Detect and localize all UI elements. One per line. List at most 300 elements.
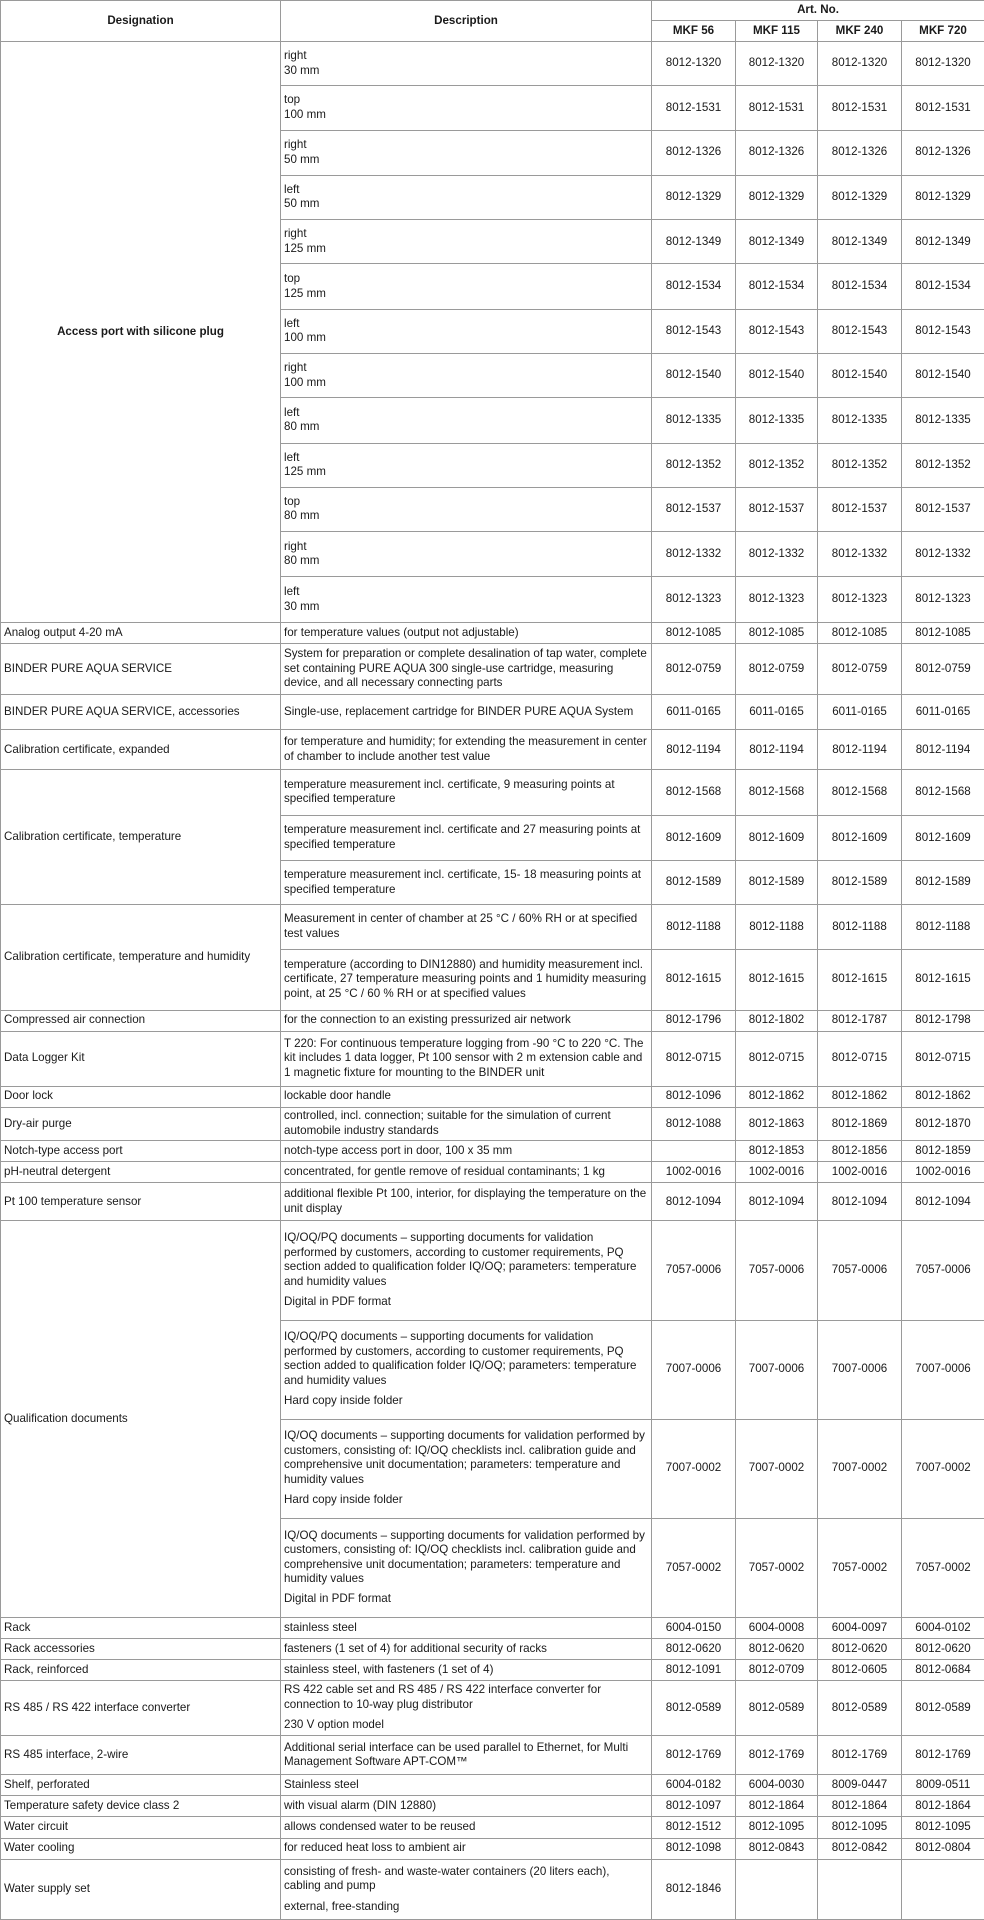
art-no-cell: 8012-0843 xyxy=(736,1838,818,1859)
art-no-cell: 8012-1531 xyxy=(736,86,818,130)
art-no-cell: 7007-0002 xyxy=(652,1419,736,1518)
description-line: left xyxy=(284,450,300,464)
description-cell xyxy=(281,860,652,904)
description-line: Hard copy inside folder xyxy=(284,1493,403,1507)
table-row xyxy=(1,1031,984,1086)
designation-cell: BINDER PURE AQUA SERVICE xyxy=(1,643,281,695)
designation-cell: Dry-air purge xyxy=(1,1107,281,1141)
art-no-cell: 8012-1329 xyxy=(902,175,984,219)
description-line: IQ/OQ/PQ documents – supporting documents for validation performed by customers, according to customer requirements, PQ section added to qualification folder IQ/OQ; parameters: temperature and humidity values xyxy=(284,1330,637,1387)
description-line: external, free-standing xyxy=(284,1899,400,1913)
art-no-cell xyxy=(652,1141,736,1162)
description-line: stainless steel, with fasteners (1 set of 4) xyxy=(284,1662,494,1676)
table-header xyxy=(1,1,984,42)
art-no-cell: 6004-0030 xyxy=(736,1775,818,1796)
description-line: 80 mm xyxy=(284,554,320,568)
description-line: 230 V option model xyxy=(284,1718,384,1732)
description-line: concentrated, for gentle remove of residual contaminants; 1 kg xyxy=(284,1165,605,1179)
description-cell xyxy=(281,264,652,309)
art-no-cell: 7057-0002 xyxy=(818,1518,902,1617)
art-no-cell: 8012-0684 xyxy=(902,1659,984,1680)
description-line: Single-use, replacement cartridge for BINDER PURE AQUA System xyxy=(284,705,634,719)
description-line: Hard copy inside folder xyxy=(284,1394,403,1408)
art-no-cell: 8009-0511 xyxy=(902,1775,984,1796)
description-cell xyxy=(281,622,652,643)
art-no-cell: 8012-1088 xyxy=(652,1107,736,1141)
art-no-cell: 8012-1097 xyxy=(652,1796,736,1817)
art-no-cell: 8012-1537 xyxy=(736,487,818,531)
description-line: 100 mm xyxy=(284,107,326,121)
description-line: top xyxy=(284,93,301,107)
art-no-cell: 8012-1543 xyxy=(902,309,984,353)
art-no-cell: 8012-1512 xyxy=(652,1817,736,1838)
art-no-cell: 8012-1568 xyxy=(736,770,818,815)
art-no-cell: 8012-1802 xyxy=(736,1010,818,1031)
art-no-cell: 8012-1531 xyxy=(818,86,902,130)
art-no-cell: 8012-1320 xyxy=(736,42,818,86)
header-model: MKF 115 xyxy=(736,21,818,42)
art-no-cell: 8012-1862 xyxy=(736,1086,818,1107)
art-no-cell: 8012-1568 xyxy=(818,770,902,815)
art-no-cell: 8012-1537 xyxy=(902,487,984,531)
description-cell xyxy=(281,1107,652,1141)
art-no-cell: 8012-1769 xyxy=(652,1736,736,1775)
art-no-cell: 8012-1540 xyxy=(736,353,818,397)
art-no-cell: 8012-1862 xyxy=(818,1086,902,1107)
table-body xyxy=(1,42,984,1920)
designation-cell: Water cooling xyxy=(1,1838,281,1859)
description-cell xyxy=(281,309,652,353)
description-line: left xyxy=(284,585,300,599)
description-line: temperature measurement incl. certificate and 27 measuring points at specified temperature xyxy=(284,823,641,851)
description-line: controlled, incl. connection; suitable for the simulation of current automobile industry standards xyxy=(284,1109,611,1137)
art-no-cell: 8012-1615 xyxy=(818,949,902,1010)
art-no-cell: 8012-1332 xyxy=(736,532,818,577)
description-cell xyxy=(281,815,652,860)
table-row xyxy=(1,1638,984,1659)
table-row xyxy=(1,1838,984,1859)
description-line: top xyxy=(284,272,301,286)
art-no-cell: 8012-1609 xyxy=(902,815,984,860)
description-cell xyxy=(281,1086,652,1107)
art-no-cell: 7007-0002 xyxy=(902,1419,984,1518)
art-no-cell: 6011-0165 xyxy=(902,695,984,730)
art-no-cell: 8012-1085 xyxy=(818,622,902,643)
description-cell xyxy=(281,730,652,770)
art-no-cell: 8012-1589 xyxy=(818,860,902,904)
description-line: left xyxy=(284,405,300,419)
art-no-cell: 8012-0620 xyxy=(902,1638,984,1659)
art-no-cell: 8012-1335 xyxy=(652,398,736,443)
art-no-cell: 8012-1323 xyxy=(818,577,902,622)
art-no-cell: 8012-0620 xyxy=(652,1638,736,1659)
art-no-cell: 8012-1864 xyxy=(902,1796,984,1817)
description-line: 80 mm xyxy=(284,509,320,523)
description-cell xyxy=(281,1031,652,1086)
art-no-cell: 8012-1188 xyxy=(818,905,902,949)
description-line: 125 mm xyxy=(284,465,326,479)
designation-cell: Temperature safety device class 2 xyxy=(1,1796,281,1817)
description-cell xyxy=(281,1859,652,1919)
art-no-cell: 8012-1335 xyxy=(736,398,818,443)
description-line: for reduced heat loss to ambient air xyxy=(284,1841,466,1855)
designation-cell: Data Logger Kit xyxy=(1,1031,281,1086)
art-no-cell: 8012-1194 xyxy=(818,730,902,770)
description-cell xyxy=(281,1736,652,1775)
art-no-cell: 8012-1859 xyxy=(902,1141,984,1162)
art-no-cell: 7057-0006 xyxy=(818,1221,902,1320)
table-row xyxy=(1,1736,984,1775)
description-cell xyxy=(281,86,652,130)
art-no-cell: 8012-1568 xyxy=(652,770,736,815)
art-no-cell: 1002-0016 xyxy=(736,1162,818,1183)
table-row xyxy=(1,730,984,770)
art-no-cell: 8012-1352 xyxy=(652,443,736,487)
art-no-cell: 8012-1332 xyxy=(902,532,984,577)
art-no-cell: 8012-1326 xyxy=(736,130,818,175)
table-row xyxy=(1,1817,984,1838)
art-no-cell: 8012-1869 xyxy=(818,1107,902,1141)
art-no-cell: 8012-1589 xyxy=(902,860,984,904)
description-line: System for preparation or complete desalination of tap water, complete set containing PURE AQUA 300 single-use cartridge, measuring device, and all necessary connecting parts xyxy=(284,647,647,690)
art-no-cell: 8012-0709 xyxy=(736,1659,818,1680)
description-line: IQ/OQ documents – supporting documents for validation performed by customers, consisting of: IQ/OQ checklists incl. calibration guide and comprehensive unit documentation; parameters: temperature and humidity values xyxy=(284,1429,645,1486)
description-line: for temperature and humidity; for extending the measurement in center of chamber to include another test value xyxy=(284,735,647,763)
table-row xyxy=(1,1659,984,1680)
art-no-cell: 8012-0620 xyxy=(736,1638,818,1659)
table-row xyxy=(1,1107,984,1141)
art-no-cell: 8012-1543 xyxy=(736,309,818,353)
art-no-cell: 8012-1094 xyxy=(736,1183,818,1221)
art-no-cell: 7057-0006 xyxy=(902,1221,984,1320)
art-no-cell: 8012-0715 xyxy=(652,1031,736,1086)
art-no-cell: 8012-1349 xyxy=(652,220,736,264)
description-line: RS 422 cable set and RS 485 / RS 422 interface converter for connection to 10-way plug distributor xyxy=(284,1683,602,1711)
art-no-cell: 8012-1329 xyxy=(736,175,818,219)
art-no-cell: 8012-1863 xyxy=(736,1107,818,1141)
description-line: temperature measurement incl. certificate, 15- 18 measuring points at specified temperature xyxy=(284,868,642,896)
header-designation: Designation xyxy=(1,1,281,42)
description-line: right xyxy=(284,539,307,553)
description-line: right xyxy=(284,49,307,63)
art-no-cell: 8012-1335 xyxy=(818,398,902,443)
art-no-cell: 8012-1098 xyxy=(652,1838,736,1859)
art-no-cell: 8012-1862 xyxy=(902,1086,984,1107)
description-cell xyxy=(281,1221,652,1320)
art-no-cell: 8012-1864 xyxy=(818,1796,902,1817)
description-line: 100 mm xyxy=(284,331,326,345)
art-no-cell: 8012-1534 xyxy=(818,264,902,309)
art-no-cell: 8012-1864 xyxy=(736,1796,818,1817)
description-cell xyxy=(281,905,652,949)
art-no-cell: 8012-1609 xyxy=(652,815,736,860)
header-model: MKF 720 xyxy=(902,21,984,42)
description-cell xyxy=(281,1617,652,1638)
description-line: IQ/OQ/PQ documents – supporting documents for validation performed by customers, according to customer requirements, PQ section added to qualification folder IQ/OQ; parameters: temperature and humidity values xyxy=(284,1231,637,1288)
art-no-cell: 8012-1609 xyxy=(818,815,902,860)
art-no-cell: 7057-0006 xyxy=(736,1221,818,1320)
description-cell xyxy=(281,1320,652,1419)
art-no-cell: 8012-0759 xyxy=(736,643,818,695)
art-no-cell: 8012-1349 xyxy=(902,220,984,264)
description-line: Additional serial interface can be used parallel to Ethernet, for Multi Management Software APT-COM™ xyxy=(284,1740,629,1769)
description-cell xyxy=(281,577,652,622)
description-line: additional flexible Pt 100, interior, for displaying the temperature on the unit display xyxy=(284,1187,647,1215)
table-row xyxy=(1,1221,984,1320)
art-no-cell: 8012-1615 xyxy=(736,949,818,1010)
description-cell xyxy=(281,130,652,175)
description-cell xyxy=(281,1638,652,1659)
art-no-cell: 1002-0016 xyxy=(818,1162,902,1183)
art-no-cell: 8012-0589 xyxy=(736,1681,818,1736)
art-no-cell: 8012-1094 xyxy=(902,1183,984,1221)
description-line: consisting of fresh- and waste-water containers (20 liters each), cabling and pump xyxy=(284,1864,610,1893)
art-no-cell: 6004-0102 xyxy=(902,1617,984,1638)
art-no-cell: 8012-1769 xyxy=(902,1736,984,1775)
art-no-cell: 8012-0759 xyxy=(818,643,902,695)
description-cell xyxy=(281,175,652,219)
designation-cell: Compressed air connection xyxy=(1,1010,281,1031)
description-line: right xyxy=(284,138,307,152)
table-row xyxy=(1,1681,984,1736)
designation-cell: Rack accessories xyxy=(1,1638,281,1659)
art-no-cell: 8012-1095 xyxy=(818,1817,902,1838)
art-no-cell: 8012-1095 xyxy=(736,1817,818,1838)
art-no-cell: 8012-1323 xyxy=(736,577,818,622)
designation-cell: BINDER PURE AQUA SERVICE, accessories xyxy=(1,695,281,730)
description-line: left xyxy=(284,183,300,196)
art-no-cell: 8012-1335 xyxy=(902,398,984,443)
designation-cell: Rack xyxy=(1,1617,281,1638)
art-no-cell: 8012-1326 xyxy=(652,130,736,175)
description-line: Digital in PDF format xyxy=(284,1295,391,1309)
designation-cell: Calibration certificate, temperature and humidity xyxy=(1,905,281,1010)
description-cell xyxy=(281,1775,652,1796)
art-no-cell: 8012-1537 xyxy=(818,487,902,531)
art-no-cell: 8012-1320 xyxy=(652,42,736,86)
description-line: fasteners (1 set of 4) for additional security of racks xyxy=(284,1641,547,1655)
art-no-cell: 8012-1188 xyxy=(652,905,736,949)
art-no-cell: 8012-1194 xyxy=(736,730,818,770)
description-cell xyxy=(281,1817,652,1838)
table-row xyxy=(1,1796,984,1817)
description-line: 30 mm xyxy=(284,63,320,77)
designation-cell: Water supply set xyxy=(1,1859,281,1919)
art-no-cell: 7007-0002 xyxy=(736,1419,818,1518)
designation-cell: Rack, reinforced xyxy=(1,1659,281,1680)
description-line: 50 mm xyxy=(284,197,320,211)
art-no-cell: 8012-1329 xyxy=(818,175,902,219)
art-no-cell: 7007-0006 xyxy=(818,1320,902,1419)
description-cell xyxy=(281,949,652,1010)
art-no-cell: 8012-0715 xyxy=(736,1031,818,1086)
designation-cell: Calibration certificate, expanded xyxy=(1,730,281,770)
description-line: temperature (according to DIN12880) and humidity measurement incl. certificate, 27 temperature measuring points and 1 humidity measuring point, at 25 °C / 60 % RH or at specified values xyxy=(284,957,647,1000)
table-row xyxy=(1,1141,984,1162)
description-line: temperature measurement incl. certificate, 9 measuring points at specified temperature xyxy=(284,777,615,806)
art-no-cell: 8012-1085 xyxy=(652,622,736,643)
art-no-cell: 8012-1540 xyxy=(902,353,984,397)
art-no-cell: 8012-1537 xyxy=(652,487,736,531)
description-cell xyxy=(281,1141,652,1162)
description-cell xyxy=(281,398,652,443)
art-no-cell xyxy=(818,1859,902,1919)
designation-cell: RS 485 interface, 2-wire xyxy=(1,1736,281,1775)
art-no-cell: 8012-1326 xyxy=(818,130,902,175)
art-no-cell: 8012-1352 xyxy=(902,443,984,487)
art-no-cell: 6004-0008 xyxy=(736,1617,818,1638)
art-no-cell: 7007-0006 xyxy=(652,1320,736,1419)
art-no-cell: 8012-1349 xyxy=(818,220,902,264)
header-description: Description xyxy=(281,1,652,42)
art-no-cell: 8012-1870 xyxy=(902,1107,984,1141)
art-no-cell: 8012-1853 xyxy=(736,1141,818,1162)
art-no-cell: 8012-1095 xyxy=(902,1817,984,1838)
art-no-cell: 6011-0165 xyxy=(736,695,818,730)
art-no-cell: 8012-1846 xyxy=(652,1859,736,1919)
art-no-cell: 7057-0006 xyxy=(652,1221,736,1320)
designation-cell: RS 485 / RS 422 interface converter xyxy=(1,1681,281,1736)
art-no-cell: 8012-0715 xyxy=(818,1031,902,1086)
description-line: Digital in PDF format xyxy=(284,1592,391,1606)
table-row xyxy=(1,1617,984,1638)
description-line: 30 mm xyxy=(284,599,320,613)
art-no-cell: 8012-1352 xyxy=(818,443,902,487)
art-no-cell: 8012-1540 xyxy=(818,353,902,397)
description-line: right xyxy=(284,227,307,241)
art-no-cell: 8012-1085 xyxy=(902,622,984,643)
art-no-cell: 8012-1531 xyxy=(902,86,984,130)
description-line: notch-type access port in door, 100 x 35 mm xyxy=(284,1144,513,1158)
description-cell xyxy=(281,1796,652,1817)
table-row xyxy=(1,1775,984,1796)
designation-cell: Analog output 4-20 mA xyxy=(1,622,281,643)
table-row xyxy=(1,905,984,949)
art-no-cell: 8012-0620 xyxy=(818,1638,902,1659)
description-line: left xyxy=(284,316,300,330)
designation-cell: pH-neutral detergent xyxy=(1,1162,281,1183)
table-row xyxy=(1,1162,984,1183)
art-no-cell: 8012-1194 xyxy=(902,730,984,770)
header-art-no: Art. No. xyxy=(652,1,984,21)
description-cell xyxy=(281,1162,652,1183)
description-line: lockable door handle xyxy=(284,1089,391,1103)
description-cell xyxy=(281,353,652,397)
description-cell xyxy=(281,532,652,577)
table-row xyxy=(1,1859,984,1919)
art-no-cell: 7007-0006 xyxy=(902,1320,984,1419)
art-no-cell: 8012-0804 xyxy=(902,1838,984,1859)
designation-cell: Door lock xyxy=(1,1086,281,1107)
art-no-cell: 1002-0016 xyxy=(652,1162,736,1183)
description-line: right xyxy=(284,361,307,375)
art-no-cell: 8012-1323 xyxy=(652,577,736,622)
description-line: Measurement in center of chamber at 25 °C / 60% RH or at specified test values xyxy=(284,912,638,940)
header-model: MKF 56 xyxy=(652,21,736,42)
art-no-cell: 8012-0759 xyxy=(902,643,984,695)
art-no-cell: 8012-1589 xyxy=(736,860,818,904)
art-no-cell: 7057-0002 xyxy=(736,1518,818,1617)
description-cell xyxy=(281,487,652,531)
art-no-cell: 8012-0759 xyxy=(652,643,736,695)
art-no-cell: 8012-1323 xyxy=(902,577,984,622)
art-no-cell: 8012-0715 xyxy=(902,1031,984,1086)
art-no-cell: 8012-1543 xyxy=(818,309,902,353)
description-cell xyxy=(281,42,652,86)
description-cell xyxy=(281,770,652,815)
art-no-cell xyxy=(902,1859,984,1919)
description-line: 80 mm xyxy=(284,420,320,434)
art-no-cell: 8012-1349 xyxy=(736,220,818,264)
art-no-cell: 8012-1085 xyxy=(736,622,818,643)
art-no-cell: 8012-1534 xyxy=(902,264,984,309)
art-no-cell: 8012-1320 xyxy=(902,42,984,86)
art-no-cell: 8012-1568 xyxy=(902,770,984,815)
description-line: stainless steel xyxy=(284,1620,357,1634)
art-no-cell: 7007-0002 xyxy=(818,1419,902,1518)
art-no-cell: 8012-1326 xyxy=(902,130,984,175)
description-line: T 220: For continuous temperature logging from -90 °C to 220 °C. The kit includes 1 data logger, Pt 100 sensor with 2 m extension cable and 1 magnetic fixture for mounting to the BINDER unit xyxy=(284,1036,644,1079)
art-no-cell: 8012-0589 xyxy=(818,1681,902,1736)
art-no-cell: 6004-0097 xyxy=(818,1617,902,1638)
designation-cell: Qualification documents xyxy=(1,1221,281,1617)
designation-cell: Shelf, perforated xyxy=(1,1775,281,1796)
description-cell xyxy=(281,443,652,487)
designation-cell: Notch-type access port xyxy=(1,1141,281,1162)
table-row xyxy=(1,1183,984,1221)
art-no-cell: 8012-1769 xyxy=(818,1736,902,1775)
art-no-cell: 8012-1188 xyxy=(902,905,984,949)
art-no-cell: 6004-0150 xyxy=(652,1617,736,1638)
art-no-cell: 8012-1856 xyxy=(818,1141,902,1162)
description-line: for temperature values (output not adjustable) xyxy=(284,625,519,639)
designation-cell: Pt 100 temperature sensor xyxy=(1,1183,281,1221)
description-cell xyxy=(281,643,652,695)
designation-cell: Water circuit xyxy=(1,1817,281,1838)
description-cell xyxy=(281,1681,652,1736)
art-no-cell: 8012-1534 xyxy=(736,264,818,309)
art-no-cell: 8012-1094 xyxy=(652,1183,736,1221)
art-no-cell: 8012-1531 xyxy=(652,86,736,130)
description-line: 50 mm xyxy=(284,152,320,166)
art-no-cell: 8012-1798 xyxy=(902,1010,984,1031)
description-cell xyxy=(281,1183,652,1221)
table-row xyxy=(1,1086,984,1107)
art-no-cell: 8012-1094 xyxy=(818,1183,902,1221)
art-no-cell: 8012-1796 xyxy=(652,1010,736,1031)
art-no-cell: 8012-1609 xyxy=(736,815,818,860)
description-line: IQ/OQ documents – supporting documents for validation performed by customers, consisting of: IQ/OQ checklists incl. calibration guide and comprehensive unit documentation; parameters: temperature and humidity values xyxy=(284,1528,645,1585)
description-line: 125 mm xyxy=(284,241,326,255)
table-row xyxy=(1,643,984,695)
table-row xyxy=(1,42,984,86)
header-model: MKF 240 xyxy=(818,21,902,42)
art-no-cell: 8012-1332 xyxy=(818,532,902,577)
description-cell xyxy=(281,1838,652,1859)
art-no-cell: 8012-1615 xyxy=(902,949,984,1010)
art-no-cell: 8012-0842 xyxy=(818,1838,902,1859)
art-no-cell: 8012-1320 xyxy=(818,42,902,86)
art-no-cell: 8012-1096 xyxy=(652,1086,736,1107)
description-cell xyxy=(281,220,652,264)
designation-cell: Access port with silicone plug xyxy=(1,42,281,623)
table-row xyxy=(1,1010,984,1031)
table-row xyxy=(1,622,984,643)
description-line: with visual alarm (DIN 12880) xyxy=(284,1799,437,1813)
description-line: Stainless steel xyxy=(284,1778,359,1792)
description-line: 125 mm xyxy=(284,286,326,300)
art-no-cell: 8012-1352 xyxy=(736,443,818,487)
